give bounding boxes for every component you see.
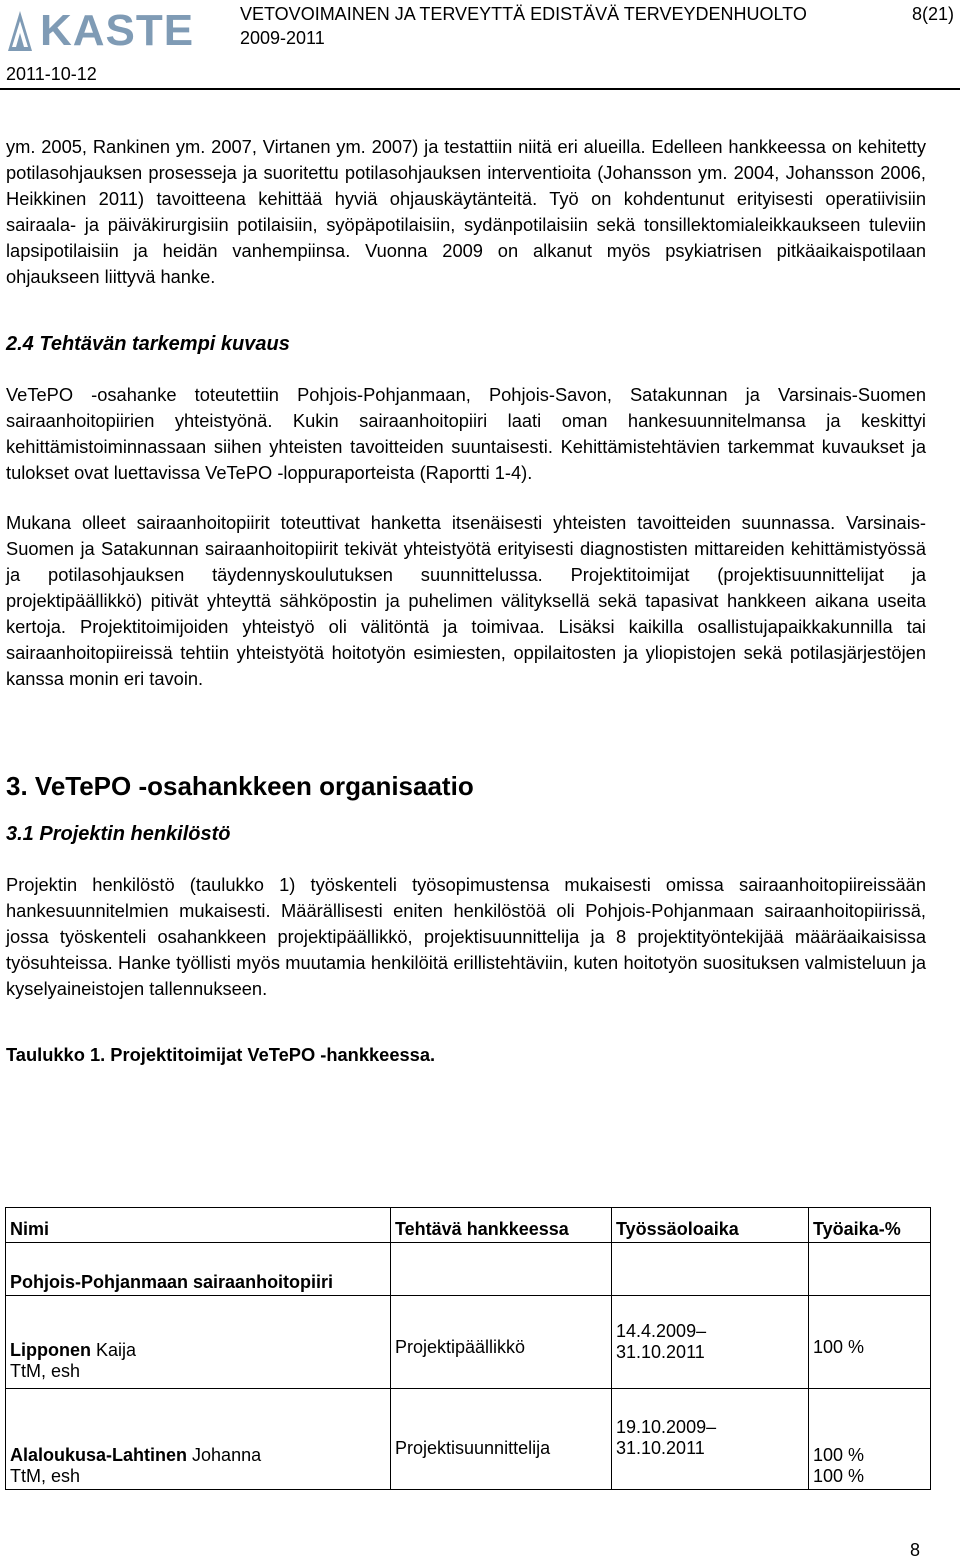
period-cell: [612, 1296, 809, 1389]
heading-3-1: 3.1 Projektin henkilöstö: [6, 823, 231, 845]
header-date: 2011-10-12: [6, 64, 97, 84]
role-cell: Projektisuunnittelija: [391, 1389, 612, 1490]
kaste-logo: [6, 0, 194, 62]
heading-3: 3. VeTePO -osahankkeen organisaatio: [6, 771, 474, 801]
staff-table: [5, 1207, 931, 1490]
logo-text: KASTE: [40, 6, 195, 55]
role-cell: Projektipäällikkö: [391, 1296, 612, 1389]
period-start: 14.4.2009–: [616, 1321, 707, 1341]
period-end: 31.10.2011: [616, 1342, 705, 1362]
degree: TtM, esh: [10, 1466, 81, 1486]
paragraph-task-description: VeTePO -osahanke toteutettiin Pohjois-Pohjanmaan, Pohjois-Savon, Satakunnan ja Varsinais-Suomen sairaanhoitopiirien yhteistyönä. Kukin sairaanhoitopiiri laati oman hankesuunnitelmansa ja keskittyi kehittämistoiminnassaan siihen yhteisten tavoitteiden suuntaisesti. Kehittämistehtävien tarkemmat kuvaukset ja tulokset ovat luettavissa VeTePO -loppuraporteista (Raportti 1-4).: [6, 384, 926, 483]
paragraph-intro: ym. 2005, Rankinen ym. 2007, Virtanen ym. 2007) ja testattiin niitä eri alueilla. Edelleen hankkeessa on kehitetty potilasohjauksen prosesseja ja suoritettu potilasohjauksen interventioita (Johansson ym. 2004, Johansson 2006, Heikkinen 2011) tavoitteena kehittää hyviä ohjauskäytänteitä. Työ on kohdentunut erityisesti operatiivisiin sairaala- ja päiväkirurgisiin potilaisiin, syöpäpotilaisiin, sydänpotilaisiin sekä tonsillektomialeikkaukseen tuleviin lapsipotilaisiin ja heidän vanhempiinsa. Vuonna 2009 on alkanut myös psykiatrisen pitkäaikaispotilaan ohjaukseen liittyvä hanke.: [6, 136, 926, 287]
period-end: 31.10.2011: [616, 1438, 705, 1458]
first-name: Kaija: [90, 1340, 137, 1360]
empty-cell: [809, 1243, 931, 1296]
column-header-name: Nimi: [6, 1208, 391, 1243]
period-start: 19.10.2009–: [616, 1417, 717, 1437]
degree: TtM, esh: [10, 1361, 81, 1381]
document-body: [6, 134, 926, 1068]
header-title: VETOVOIMAINEN JA TERVEYTTÄ EDISTÄVÄ TERVEYDENHUOLTO: [240, 4, 807, 24]
table-caption: Taulukko 1. Projektitoimijat VeTePO -hankkeessa.: [6, 1044, 436, 1065]
empty-cell: [612, 1243, 809, 1296]
table-row: [6, 1296, 931, 1389]
paragraph-cooperation: Mukana olleet sairaanhoitopiirit toteuttivat hanketta itsenäisesti yhteisten tavoitteiden suunnassa. Varsinais-Suomen ja Satakunnan sairaanhoitopiirit tekivät yhteistyötä erityisesti diagnostisten mittareiden kehittämistyössä ja potilasohjauksen täydennyskoulutuksen suunnittelussa. Projektitoimijat (projektisuunnittelijat ja projektipäällikkö) pitivät yhteyttä sähköpostin ja puhelimen välityksellä sekä tapasivat hankkeen aikana useita kertoja. Projektitoimijoiden yhteistyö oli välitöntä ja toimivaa. Lisäksi kaikilla osallistujapaikkakunnilla tai sairaanhoitopiireissä tehtiin yhteistyötä hoitotyön esimiesten, oppilaitosten ja yliopistojen sekä potilasjärjestöjen kanssa monin eri tavoin.: [6, 512, 926, 689]
first-name: Johanna: [187, 1445, 262, 1465]
column-header-period: Työssäoloaika: [612, 1208, 809, 1243]
heading-2-4: 2.4 Tehtävän tarkempi kuvaus: [6, 333, 290, 355]
name-cell: [6, 1389, 391, 1490]
column-header-percent: Työaika-%: [809, 1208, 931, 1243]
table-row: [6, 1243, 931, 1296]
header-rule: [0, 88, 960, 90]
header-years: 2009-2011: [240, 28, 325, 48]
percent-cell: 100 %: [809, 1296, 931, 1389]
table-header-row: [6, 1208, 931, 1243]
column-header-role: Tehtävä hankkeessa: [391, 1208, 612, 1243]
page-header: [0, 0, 960, 95]
paragraph-staff: Projektin henkilöstö (taulukko 1) työskenteli työsopimustensa mukaisesti omissa sairaanhoitopiireissään hankesuunnitelmien mukaisesti. Määrällisesti eniten henkilöstöä oli Pohjois-Pohjanmaan sairaanhoitopiirissä, jossa työskenteli osahankkeen projektipäällikkö, projektisuunnittelija ja 8 projektityöntekijää määräaikaisissa työsuhteissa. Hanke työllisti myös muutamia henkilöitä erillistehtäviin, kuten hoitotyön suosituksen valmisteluun ja kyselyaineistojen tallennukseen.: [6, 874, 926, 999]
surname: Alaloukusa-Lahtinen: [10, 1445, 188, 1465]
header-page-number: 8(21): [911, 4, 954, 24]
kaste-logo-mark-icon: [6, 7, 34, 55]
period-cell: [612, 1389, 809, 1490]
region-cell: Pohjois-Pohjanmaan sairaanhoitopiiri: [6, 1243, 391, 1296]
footer-page-number: 8: [909, 1540, 920, 1560]
name-cell: [6, 1296, 391, 1389]
surname: Lipponen: [10, 1340, 91, 1360]
percent-value: 100 %: [813, 1445, 865, 1465]
empty-cell: [391, 1243, 612, 1296]
percent-value-2: 100 %: [813, 1466, 865, 1486]
table-row: [6, 1389, 931, 1490]
percent-cell: [809, 1389, 931, 1490]
